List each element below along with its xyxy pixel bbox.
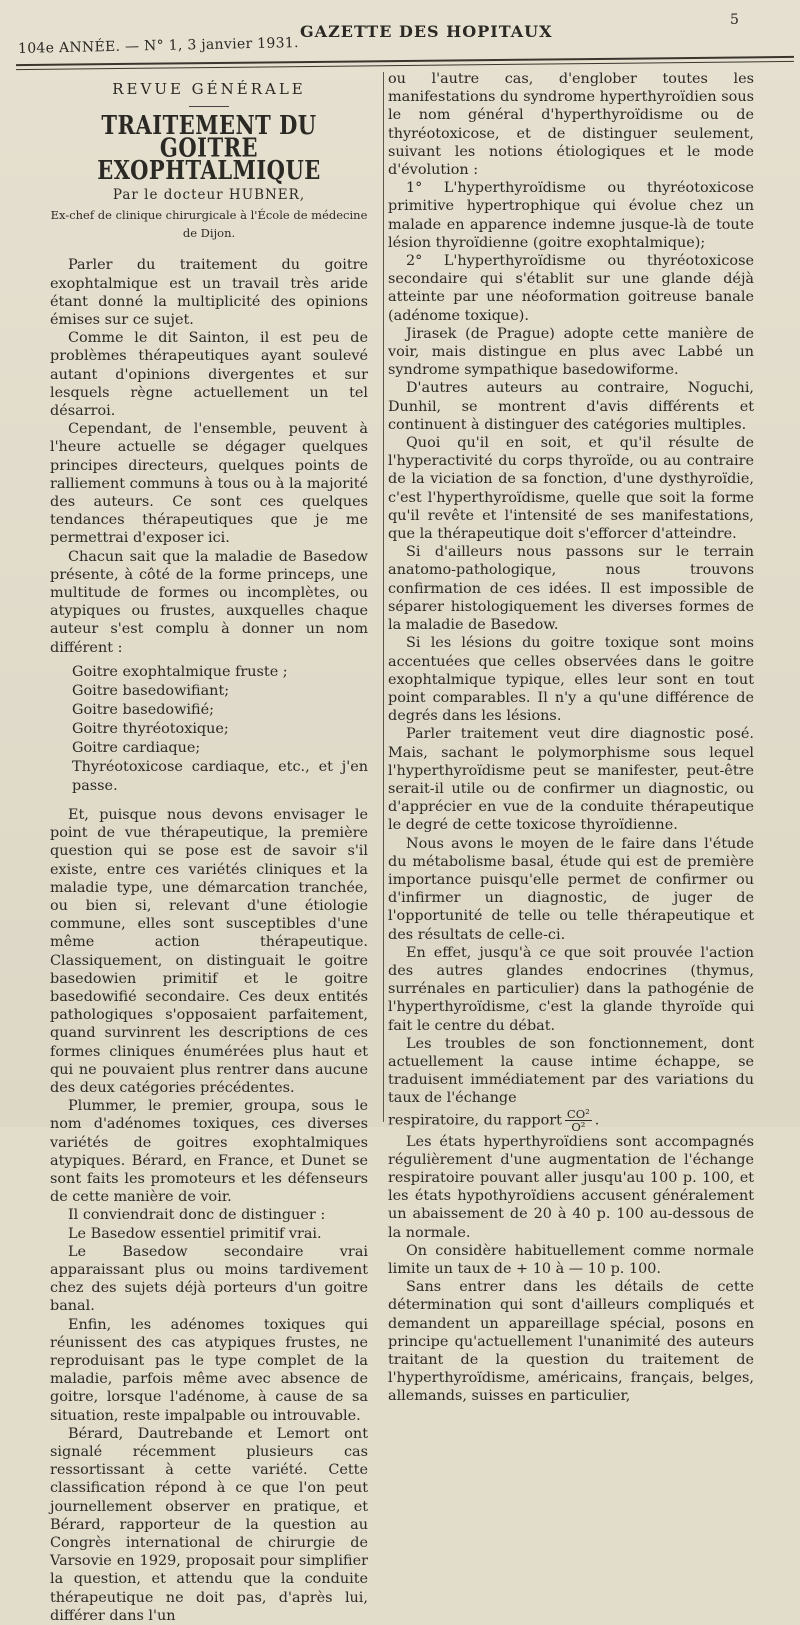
column-separator [383,72,384,1122]
paragraph: Les troubles de son fonctionnement, dont actuellement la cause intime échappe, se traduisent immédiatement par des variations du taux de l'échange [388,1035,754,1107]
paragraph: Enfin, les adénomes toxiques qui réunissent des cas atypiques frustes, ne reproduisant pas le type complet de la maladie, parfois même avec absence de goitre, lorsque l'adénome, à cause de sa situation, reste impalpable ou introuvable. [50,1316,368,1424]
author-affiliation: Ex-chef de clinique chirurgicale à l'École de médecine de Dijon. [50,208,368,241]
co2-o2-ratio [565,1108,592,1133]
left-column [50,70,368,1625]
paragraph: Si les lésions du goitre toxique sont moins accentuées que celles observées dans le goitre exophtalmique typique, elles leur sont en tout point comparables. Il n'y a qu'une différence de degrés dans les lésions. [388,635,754,725]
list-item: Goitre basedowifiant; [72,682,230,699]
paragraph: Plummer, le premier, groupa, sous le nom d'adénomes toxiques, ces diverses variétés de goitres exophtalmiques atypiques. Bérard, en France, et Dunet se sont faits les promoteurs et les défenseurs de cette manière de voir. [50,1098,368,1206]
article-title: TRAITEMENT DU GOITRE EXOPHTALMIQUE [97,109,321,187]
paragraph: Cependant, de l'ensemble, peuvent à l'heure actuelle se dégager quelques principes directeurs, quelques points de ralliement communs à tous ou à la majorité des auteurs. Ce sont ces quelques tendances thérapeutiques que je me permettrai d'exposer ici. [50,421,368,547]
paragraph: 2° L'hyperthyroïdisme ou thyréotoxicose secondaire qui s'établit sur une glande déjà atteinte par une néoformation goitreuse banale (adénome toxique). [388,253,754,324]
paragraph: Jirasek (de Prague) adopte cette manière de voir, mais distingue en plus avec Labbé un syndrome sympathique basedowiforme. [388,325,754,379]
paragraph: Les états hyperthyroïdiens sont accompagnés régulièrement d'une augmentation de l'échange respiratoire pouvant aller jusqu'au 100 p. 100, et les états hypothyroïdiens accusent généralement un abaissement de 20 à 40 p. 100 au-dessous de la normale. [388,1133,754,1241]
list-item: Goitre basedowifié; [72,701,214,718]
list-item: Thyréotoxicose cardiaque, etc., et j'en passe. [72,758,368,794]
paragraph: 1° L'hyperthyroïdisme ou thyréotoxicose primitive hypertrophique qui évolue chez un malade en apparence indemne jusque-là de toute lésion thyroïdienne (goitre exophtalmique); [388,180,754,251]
paragraph: Parler du traitement du goitre exophtalmique est un travail très aride étant donné la multiplicité des opinions émises sur ce sujet. [50,257,368,329]
issue-info: 104e ANNÉE. — N° 1, 3 janvier 1931. [17,35,299,57]
paragraph: Sans entrer dans les détails de cette détermination qui sont d'ailleurs compliqués et demandent un appareillage spécial, posons en principe qu'actuellement l'unanimité des auteurs traitant de la question du traitement de l'hyperthyroïdisme, américains, français, belges, allemands, suisses en particulier, [388,1279,754,1405]
paragraph: ou l'autre cas, d'englober toutes les manifestations du syndrome hyperthyroïdien sous le nom général d'hyperthyroïdisme ou de thyréotoxicose, et de distinguer seulement, suivant les notions étiologiques et le mode d'évolution : [388,71,754,179]
paragraph: Le Basedow secondaire vrai apparaissant plus ou moins tardivement chez des sujets déjà porteurs d'un goitre banal. [50,1243,368,1315]
paragraph: Nous avons le moyen de le faire dans l'étude du métabolisme basal, étude qui est de première importance puisqu'elle permet de confirmer ou d'infirmer un diagnostic, de juger de l'opportunité de telle ou telle thérapeutique et des résultats de celle-ci. [388,835,754,943]
paragraph: Bérard, Dautrebande et Lemort ont signalé récemment plusieurs cas ressortissant à cette variété. Cette classification répond à ce que l'on peut journellement observer en pratique, et Bérard, rapporteur de la question au Congrès international de chirurgie de Varsovie en 1929, proposait pour simplifier la question, et attendu que la conduite thérapeutique ne doit pas, d'après lui, différer dans l'un [50,1425,368,1624]
paragraph: On considère habituellement comme normale limite un taux de + 10 à — 10 p. 100. [388,1242,754,1277]
paragraph: Comme le dit Sainton, il est peu de problèmes thérapeutiques ayant soulevé autant d'opinions divergentes et sur lesquels règne actuellement un tel désarroi. [50,330,368,420]
variant-list [50,663,368,796]
list-item: Goitre exophtalmique fruste ; [72,663,288,680]
paragraph: Il conviendrait donc de distinguer : [68,1207,326,1224]
ratio-lead-text: respiratoire, du rapport [388,1112,562,1129]
list-item: Goitre cardiaque; [72,739,201,756]
section-divider [189,106,229,107]
paragraph: Chacun sait que la maladie de Basedow présente, à côté de la forme princeps, une multitude de formes ou incomplètes, ou atypiques ou frustes, auxquelles chaque auteur s'est complu à donner un nom différent : [50,548,368,656]
paragraph: Et, puisque nous devons envisager le point de vue thérapeutique, la première question qui se pose est de savoir s'il existe, entre ces variétés cliniques et la maladie type, une démarcation tranchée, ou bien si, relevant d'une étiologie commune, elles sont susceptibles d'une même action thérapeutique. Classiquement, on distinguait le goitre basedowien primitif et le goitre basedowifié secondaire. Ces deux entités pathologiques s'opposaient parfaitement, quand survinrent les descriptions de ces formes cliniques énumérées plus haut et qui ne pouvaient plus rentrer dans aucune des deux catégories précédentes. [50,806,368,1096]
article-byline: Par le docteur HUBNER, [112,186,306,203]
ratio-trail-text: . [594,1112,600,1129]
ratio-denominator: O² [571,1119,586,1134]
paragraph: Quoi qu'il en soit, et qu'il résulte de l'hyperactivité du corps thyroïde, ou au contraire de la viciation de sa fonction, d'une dysthyroïdie, c'est l'hyperthyroïdisme, quelle que soit la forme qu'il revête et l'intensité de ses manifestations, que la thérapeutique doit s'efforcer d'atteindre. [388,435,754,543]
paragraph-with-ratio [388,1108,754,1133]
paragraph: D'autres auteurs au contraire, Noguchi, Dunhil, se montrent d'avis différents et continuent à distinguer des catégories multiples. [388,380,754,433]
right-column [388,70,754,1406]
paragraph: Parler traitement veut dire diagnostic posé. Mais, sachant le polymorphisme sous lequel l'hyperthyroïdisme peut se manifester, peut-être serait-il utile ou de confirmer un diagnostic, ou d'apprécier en vue de la conduite thérapeutique le degré de cette toxicose thyroïdienne. [388,726,754,834]
ratio-numerator: CO² [566,1106,590,1121]
list-item: Goitre thyréotoxique; [72,720,229,737]
paragraph: En effet, jusqu'à ce que soit prouvée l'action des autres glandes endocrines (thymus, surrénales en particulier) dans la pathogénie de l'hyperthyroïdisme, c'est la glande thyroïde qui fait le centre du débat. [388,944,754,1034]
publication-title: GAZETTE DES HOPITAUX [300,22,553,41]
page-number: 5 [730,12,739,28]
paragraph: Si d'ailleurs nous passons sur le terrain anatomo-pathologique, nous trouvons confirmation de ces idées. Il est impossible de séparer histologiquement les diverses formes de la maladie de Basedow. [388,544,754,634]
paragraph: Le Basedow essentiel primitif vrai. [68,1225,322,1242]
section-heading: REVUE GÉNÉRALE [112,80,306,98]
